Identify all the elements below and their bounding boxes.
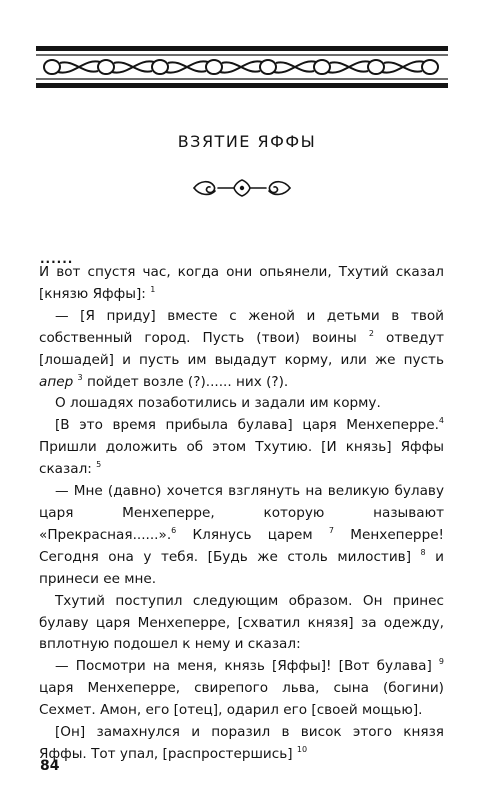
footnote-marker: 5	[96, 460, 102, 470]
band-connector	[222, 62, 260, 71]
paragraph: — Посмотри на меня, князь [Яффы]! [Вот булава] $^9$ царя Менхеперре, свирепого льва, сына (богини) Сехмет. Амон, его [отец], одарил его [своей мощью].	[39, 657, 444, 719]
omission-marker: ......	[40, 252, 74, 266]
band-loop	[314, 60, 330, 74]
body-text	[39, 262, 444, 766]
paragraph: Тхутий поступил следующим образом. Он принес булаву царя Менхеперре, [схватил князя] за одежду, вплотную подошел к нему и сказал:	[39, 592, 444, 653]
paragraph: О лошадях позаботились и задали им корму.	[55, 395, 381, 412]
chapter-title: ВЗЯТИЕ ЯФФЫ	[177, 132, 317, 151]
band-connector	[276, 62, 314, 71]
footnote-marker: 6	[171, 525, 177, 535]
paragraph: — Мне (давно) хочется взглянуть на великую булаву царя Менхеперре, которую называют «Прекрасная......».$^6$ Клянусь царем $^7$ Менхеперре! Сегодня она у тебя. [Будь же столь милостив] $^8$ и принеси ее мне.	[39, 483, 445, 587]
band-loop	[368, 60, 384, 74]
band-loop	[260, 60, 276, 74]
paragraph: И вот спустя час, когда они опьянели, Тхутий сказал [князю Яффы]: $^1$	[39, 264, 444, 302]
footnote-marker: 7	[328, 525, 334, 535]
paragraph: — [Я приду] вместе с женой и детьми в твой собственный город. Пусть (твои) воины $^2$ отведут [лошадей] и пусть им выдадут корму, или же пусть апер $^3$ пойдет возле (?)...... них (?).	[39, 307, 444, 390]
band-loop	[44, 60, 60, 74]
footnote-marker: 9	[438, 657, 444, 667]
band-connector	[60, 62, 98, 71]
footnote-marker: 10	[296, 744, 308, 754]
italic-term: апер	[39, 373, 74, 390]
band-connector	[330, 62, 368, 71]
band-connector	[114, 62, 152, 71]
band-loop	[152, 60, 168, 74]
band-loop	[422, 60, 438, 74]
band-loop	[206, 60, 222, 74]
footnote-marker: 8	[420, 547, 426, 557]
footnote-marker: 1	[150, 284, 156, 294]
page-number: 84	[40, 758, 60, 774]
decorative-vignette	[188, 176, 296, 200]
footnote-marker: 3	[77, 372, 83, 382]
footnote-marker: 2	[368, 328, 374, 338]
band-loop	[98, 60, 114, 74]
footnote-marker: 4	[438, 416, 444, 426]
band-connector	[384, 62, 422, 71]
paragraph: [Он] замахнулся и поразил в висок этого князя Яффы. Тот упал, [распростершись] $^{10}$	[39, 724, 444, 762]
paragraph: [В это время прибыла булава] царя Менхеперре.$^4$ Пришли доложить об этом Тхутию. [И князь] Яффы сказал: $^5$	[39, 416, 444, 478]
band-connector	[168, 62, 206, 71]
ornamental-header-band	[36, 46, 448, 88]
